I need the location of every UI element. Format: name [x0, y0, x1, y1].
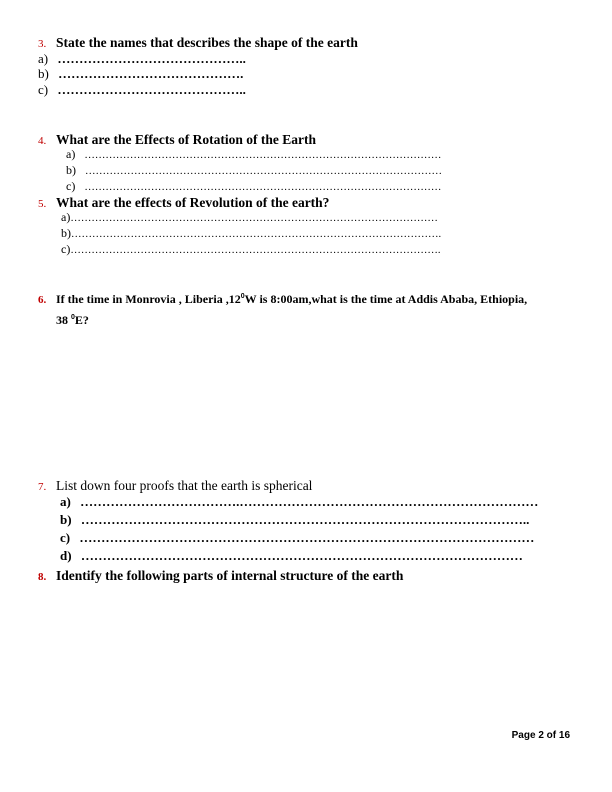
answer-line[interactable] — [38, 66, 243, 82]
answer-label: c) — [38, 82, 49, 97]
question-number: 4. — [38, 135, 47, 147]
answer-line[interactable] — [60, 548, 523, 564]
answer-line[interactable] — [61, 210, 438, 225]
answer-line[interactable] — [61, 226, 441, 241]
degree-sup: 0 — [71, 313, 75, 321]
answer-line[interactable] — [66, 179, 441, 194]
question-6-heading — [38, 288, 578, 330]
answer-dots: ………………………………………………………………………………………….. — [80, 512, 530, 527]
question-text: What are the Effects of Rotation of the Earth — [56, 132, 316, 147]
answer-label: d) — [60, 548, 72, 563]
answer-label: a) — [38, 51, 49, 66]
answer-dots: ……………………………….…………………………………………………………… — [80, 494, 539, 509]
answer-line[interactable] — [38, 82, 246, 98]
answer-label: a) — [60, 494, 71, 509]
answer-line[interactable] — [60, 494, 538, 510]
question-text: What are the effects of Revolution of the earth? — [56, 195, 330, 210]
answer-label: b) — [61, 226, 71, 240]
answer-label: b) — [60, 512, 72, 527]
question-text-part3: 38 — [56, 312, 71, 327]
question-number: 7. — [38, 481, 47, 493]
answer-dots: ……………………………………………………………………………………………. — [70, 245, 441, 256]
answer-label: a) — [61, 210, 71, 224]
answer-label: b) — [38, 66, 49, 81]
question-text-part2: W is 8:00am,what is the time at Addis Ababa, Ethiopia, — [244, 291, 528, 306]
answer-label: b) — [66, 163, 76, 177]
answer-dots: …………………………………………………………………………………………… — [70, 213, 438, 224]
question-text-part4: E? — [74, 312, 89, 327]
question-text: Identify the following parts of internal structure of the earth — [56, 568, 404, 583]
answer-dots: ………………………………………………………………………………………… — [84, 150, 442, 161]
answer-line[interactable] — [66, 163, 442, 178]
question-text-part1: If the time in Monrovia , Liberia ,12 — [56, 291, 241, 306]
question-8-heading — [38, 567, 403, 585]
answer-line[interactable] — [61, 242, 440, 257]
question-number: 8. — [38, 571, 47, 583]
answer-dots: …………………………………….. — [57, 82, 246, 97]
degree-sup: 0 — [240, 293, 245, 300]
answer-dots: …………………………………………………………………………………………… — [79, 530, 535, 545]
answer-line[interactable] — [66, 147, 441, 162]
question-3-heading — [38, 34, 358, 52]
question-number: 5. — [38, 198, 47, 210]
answer-dots: ……………………………………………………………………………………………. — [71, 229, 442, 240]
answer-dots: ………………………………………………………………………………………… — [80, 548, 523, 563]
page-number: Page 2 of 16 — [511, 730, 570, 741]
answer-dots: ………………………………………………………………………………………… — [85, 166, 442, 177]
question-number: 6. — [38, 293, 47, 306]
question-text: State the names that describes the shape of the earth — [56, 35, 358, 50]
question-text: List down four proofs that the earth is spherical — [56, 478, 313, 493]
answer-line[interactable] — [38, 51, 246, 67]
answer-line[interactable] — [60, 530, 534, 546]
answer-label: a) — [66, 147, 76, 161]
answer-label: c) — [60, 530, 71, 545]
answer-dots: ………………………………………………………………………………………… — [84, 182, 442, 193]
answer-line[interactable] — [60, 512, 529, 528]
answer-dots: ……………………………………. — [58, 66, 244, 81]
question-7-heading — [38, 477, 312, 495]
answer-label: c) — [61, 242, 71, 256]
answer-label: c) — [66, 179, 76, 193]
answer-dots: …………………………………….. — [57, 51, 246, 66]
question-number: 3. — [38, 38, 47, 50]
